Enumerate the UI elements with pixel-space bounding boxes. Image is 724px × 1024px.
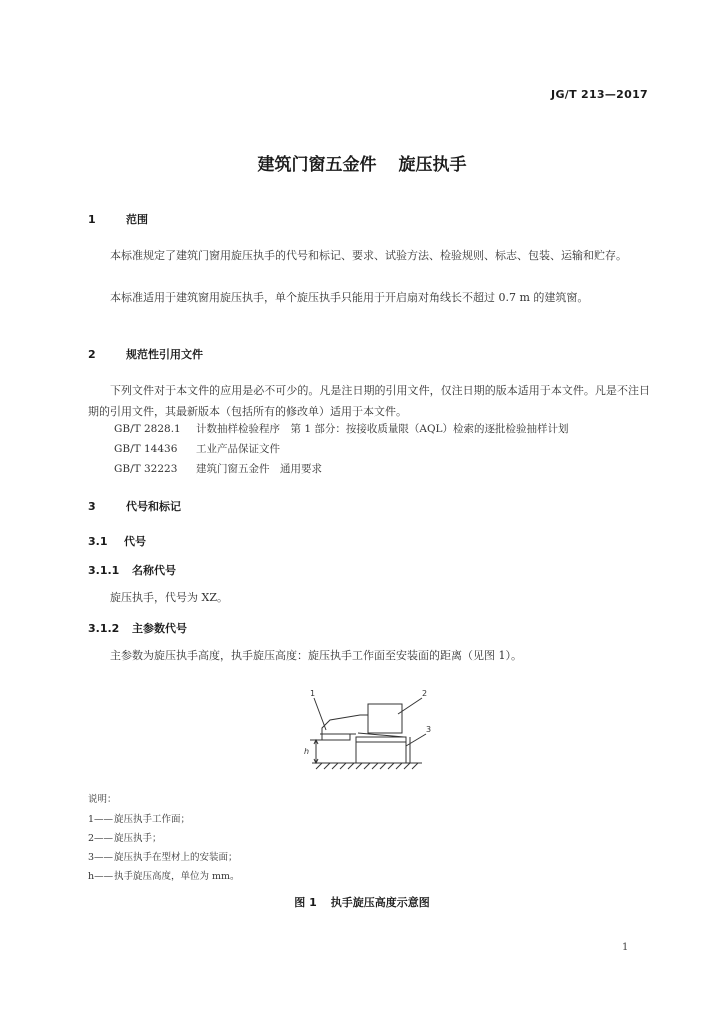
- document-title: [0, 150, 724, 175]
- section-3-1-2-title: 主参数代号: [132, 622, 187, 635]
- ground-hatch: [316, 763, 418, 769]
- section-3-1-title: 代号: [124, 535, 146, 548]
- reference-code: GB/T 2828.1: [114, 423, 181, 435]
- page-number: 1: [622, 942, 629, 953]
- legend-key: h——: [88, 871, 114, 882]
- legend-key: 3——: [88, 852, 114, 863]
- title-part-1: 建筑门窗五金件: [257, 155, 377, 175]
- legend-item: [88, 868, 240, 882]
- section-2-heading: [88, 346, 203, 362]
- legend-text: 执手旋压高度，单位为 mm。: [114, 871, 240, 882]
- reference-item: [114, 441, 280, 456]
- reference-title: 计数抽样检验程序 第 1 部分：按接收质量限（AQL）检索的逐批检验抽样计划: [196, 423, 569, 435]
- section-3-heading: [88, 498, 181, 514]
- label-h: h: [304, 747, 310, 756]
- section-3-number: 3: [88, 500, 96, 513]
- legend-key: 1——: [88, 814, 114, 825]
- section-2-paragraph-1: 下列文件对于本文件的应用是必不可少的。凡是注日期的引用文件，仅注日期的版本适用于本文件。凡是不注日期的引用文件，其最新版本（包括所有的修改单）适用于本文件。: [88, 384, 650, 418]
- section-3-1-heading: [88, 533, 146, 549]
- legend-item: [88, 811, 190, 825]
- legend-key: 2——: [88, 833, 114, 844]
- section-2-number: 2: [88, 348, 96, 361]
- legend-item: [88, 849, 238, 863]
- reference-item: [114, 421, 569, 436]
- section-1-paragraph-2: 本标准适用于建筑窗用旋压执手，单个旋压执手只能用于开启扇对角线长不超过 0.7 m 的建筑窗。: [110, 291, 589, 304]
- figure-caption: [0, 894, 724, 910]
- handle-height-diagram: [290, 684, 440, 774]
- figure-number: 图 1: [294, 896, 317, 909]
- base-profile: [356, 737, 406, 763]
- handle-body: [368, 704, 402, 733]
- label-3: 3: [426, 725, 432, 734]
- legend-text: 旋压执手在型材上的安装面；: [114, 852, 238, 863]
- standard-code: JG/T 213—2017: [551, 88, 648, 101]
- legend-title: 说明：: [88, 794, 117, 805]
- section-3-1-2-number: 3.1.2: [88, 622, 120, 635]
- section-1-number: 1: [88, 213, 96, 226]
- section-3-1-1-heading: [88, 562, 176, 578]
- section-3-1-number: 3.1: [88, 535, 108, 548]
- label-1: 1: [310, 689, 316, 698]
- section-3-1-1-number: 3.1.1: [88, 564, 120, 577]
- reference-code: GB/T 32223: [114, 463, 178, 475]
- section-3-1-2-heading: [88, 620, 187, 636]
- section-3-1-2-text: 主参数为旋压执手高度，执手旋压高度：旋压执手工作面至安装面的距离（见图 1）。: [110, 649, 522, 662]
- leader-3: [406, 734, 426, 746]
- section-2-title: 规范性引用文件: [126, 348, 203, 361]
- section-1-title: 范围: [126, 213, 148, 226]
- legend-item: [88, 830, 162, 844]
- reference-code: GB/T 14436: [114, 443, 178, 455]
- reference-title: 工业产品保证文件: [196, 443, 280, 455]
- label-2: 2: [422, 689, 428, 698]
- title-part-2: 旋压执手: [398, 155, 467, 175]
- leader-1: [314, 698, 326, 730]
- section-1-heading: [88, 211, 148, 227]
- reference-title: 建筑门窗五金件 通用要求: [196, 463, 322, 475]
- figure-caption-text: 执手旋压高度示意图: [330, 896, 430, 909]
- section-1-paragraph-1: 本标准规定了建筑门窗用旋压执手的代号和标记、要求、试验方法、检验规则、标志、包装、运输和贮存。: [110, 249, 627, 262]
- legend-text: 旋压执手；: [114, 833, 162, 844]
- reference-item: [114, 461, 322, 476]
- section-3-1-1-text: 旋压执手，代号为 XZ。: [110, 591, 228, 604]
- handle-lever: [322, 715, 368, 734]
- legend-text: 旋压执手工作面；: [114, 814, 191, 825]
- section-3-title: 代号和标记: [126, 500, 181, 513]
- section-3-1-1-title: 名称代号: [132, 564, 176, 577]
